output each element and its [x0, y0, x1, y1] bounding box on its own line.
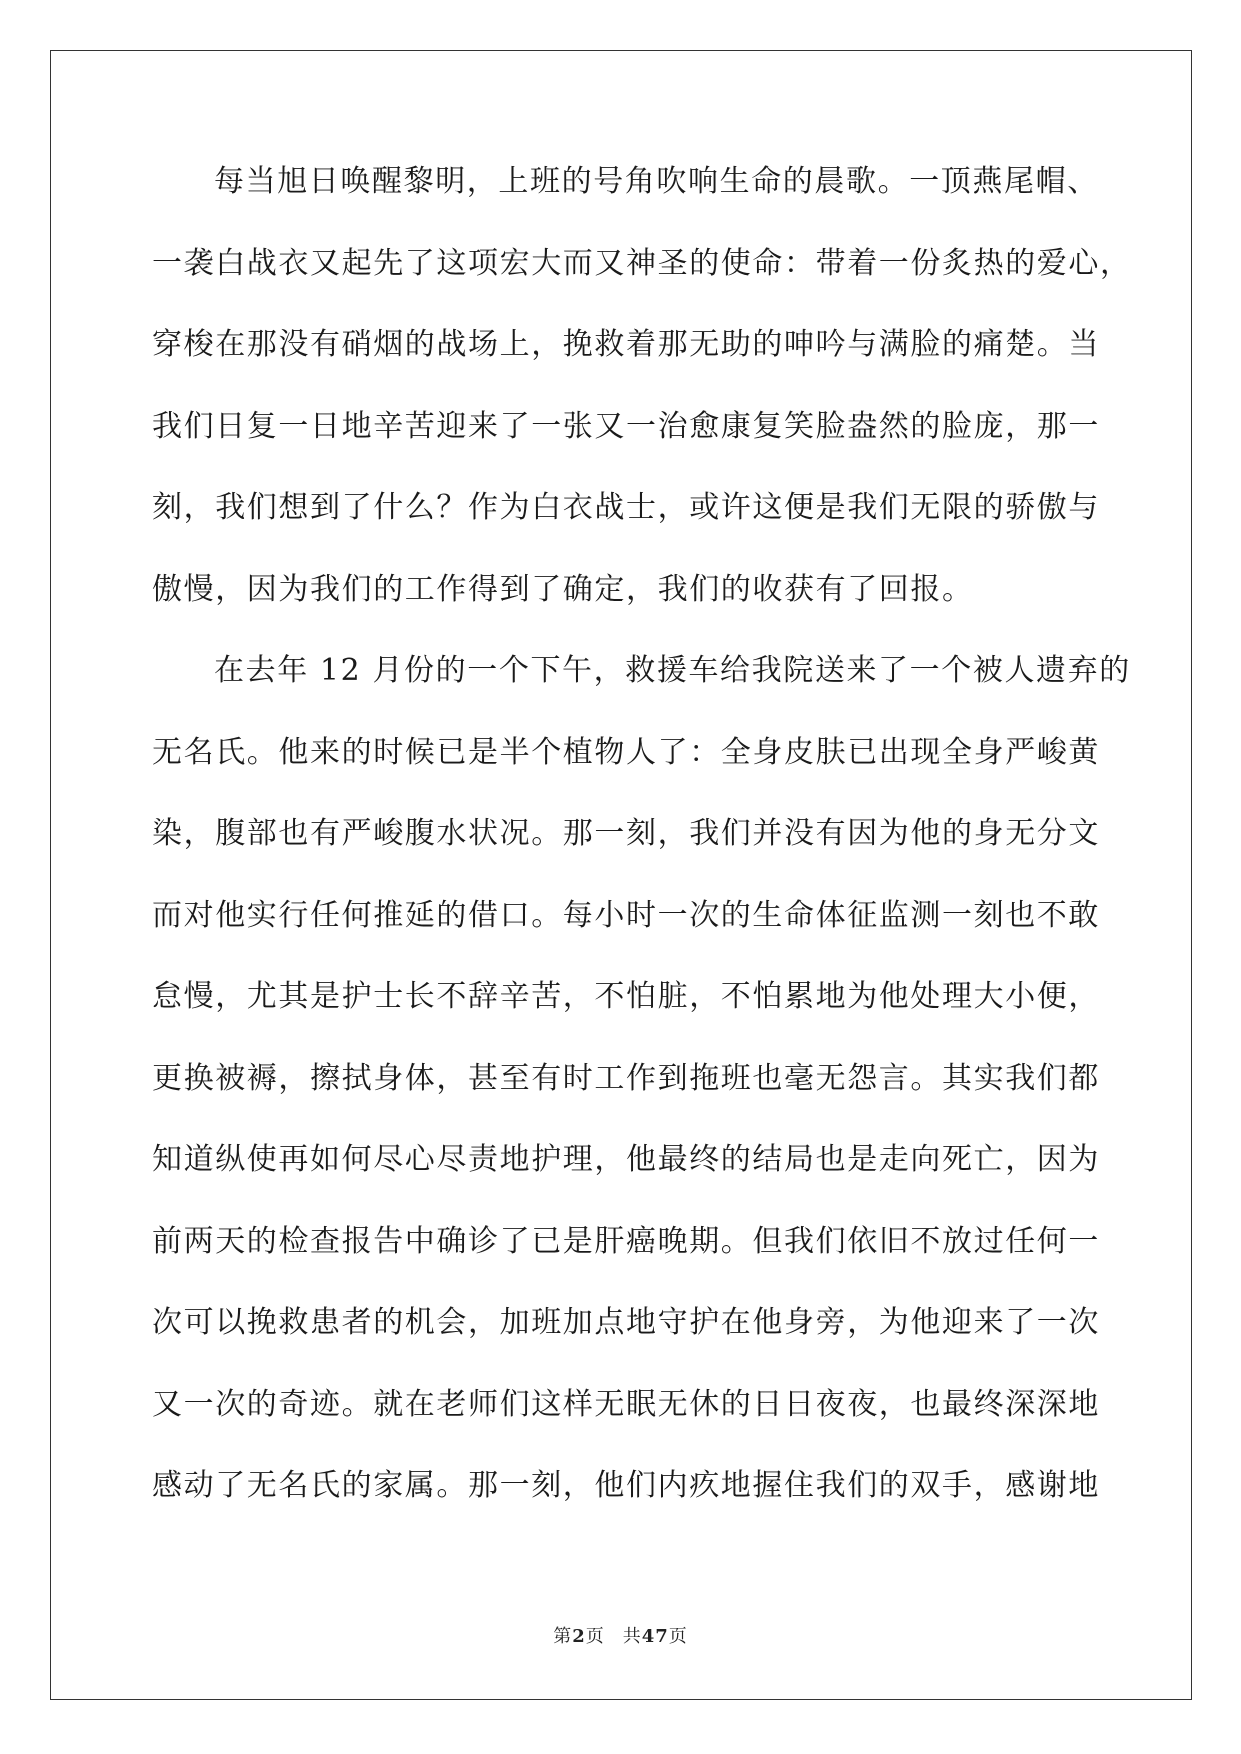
text-line: 前两天的检查报告中确诊了已是肝癌晚期。但我们依旧不放过任何一 [152, 1223, 1100, 1259]
total-label-suffix: 页 [668, 1626, 688, 1647]
text-line: 在去年 12 月份的一个下午，救援车给我院送来了一个被人遗弃的 [214, 653, 1131, 688]
text-line: 而对他实行任何推延的借口。每小时一次的生命体征监测一刻也不敢 [152, 897, 1100, 933]
text-line: 染，腹部也有严峻腹水状况。那一刻，我们并没有因为他的身无分文 [152, 816, 1100, 851]
text-line: 一袭白战衣又起先了这项宏大而又神圣的使命：带着一份炙热的爱心， [152, 245, 1132, 281]
text-line: 每当旭日唤醒黎明，上班的号角吹响生命的晨歌。一顶燕尾帽、 [214, 164, 1099, 199]
paragraph-2 [152, 652, 1131, 1549]
total-pages: 47 [641, 1626, 669, 1647]
paragraph-1 [152, 163, 1132, 652]
text-line: 刻，我们想到了什么？作为白衣战士，或许这便是我们无限的骄傲与 [152, 490, 1100, 525]
page-label-prefix: 第 [553, 1626, 573, 1647]
page-label-suffix: 页 [585, 1626, 605, 1647]
text-line: 感动了无名氏的家属。那一刻，他们内疚地握住我们的双手，感谢地 [152, 1468, 1100, 1503]
text-line: 我们日复一日地辛苦迎来了一张又一治愈康复笑脸盎然的脸庞，那一 [152, 408, 1100, 444]
text-line: 无名氏。他来的时候已是半个植物人了：全身皮肤已出现全身严峻黄 [152, 734, 1100, 770]
text-line: 又一次的奇迹。就在老师们这样无眠无休的日日夜夜，也最终深深地 [152, 1386, 1100, 1422]
text-line: 怠慢，尤其是护士长不辞辛苦，不怕脏，不怕累地为他处理大小便， [152, 979, 1100, 1014]
text-line: 傲慢，因为我们的工作得到了确定，我们的收获有了回报。 [152, 571, 974, 607]
text-line: 次可以挽救患者的机会，加班加点地守护在他身旁，为他迎来了一次 [152, 1305, 1100, 1340]
document-body [152, 163, 1132, 1549]
text-line: 知道纵使再如何尽心尽责地护理，他最终的结局也是走向死亡，因为 [152, 1142, 1100, 1177]
page-footer [0, 1622, 1241, 1648]
text-line: 更换被褥，擦拭身体，甚至有时工作到拖班也毫无怨言。其实我们都 [152, 1060, 1100, 1096]
page-number: 2 [572, 1626, 586, 1647]
total-label-prefix: 共 [622, 1626, 642, 1647]
text-line: 穿梭在那没有硝烟的战场上，挽救着那无助的呻吟与满脸的痛楚。当 [152, 327, 1100, 362]
